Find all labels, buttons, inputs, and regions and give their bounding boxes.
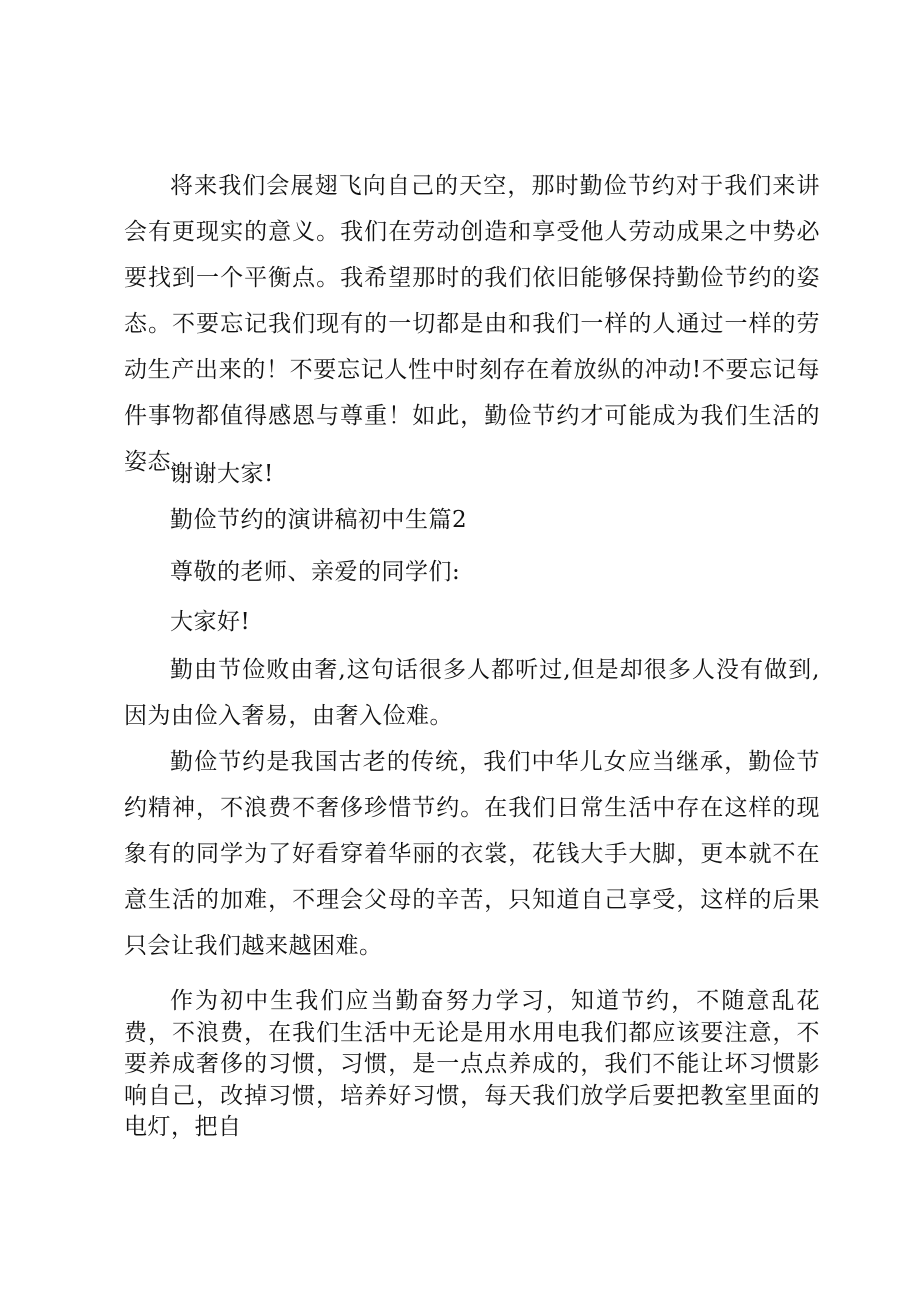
paragraph-tradition: 勤俭节约是我国古老的传统，我们中华儿女应当继承，勤俭节约精神，不浪费不奢侈珍惜节约。在我们日常生活中存在这样的现象有的同学为了好看穿着华丽的衣裳，花钱大手大脚，更本就不在意生活的加难，不理会父母的辛苦，只知道自己享受，这样的后果只会让我们越来越困难。	[124, 749, 820, 959]
paragraph-thanks: 谢谢大家!	[170, 461, 274, 487]
paragraph-future-frugality: 将来我们会展翅飞向自己的天空，那时勤俭节约对于我们来讲会有更现实的意义。我们在劳动创造和享受他人劳动成果之中势必要找到一个平衡点。我希望那时的我们依旧能够保持勤俭节约的姿态。不要忘记我们现有的一切都是由和我们一样的人通过一样的劳动生产出来的！不要忘记人性中时刻存在着放纵的冲动!不要忘记每件事物都值得感恩与尊重！如此，勤俭节约才可能成为我们生活的姿态。	[124, 173, 820, 475]
paragraph-salutation: 尊敬的老师、亲爱的同学们:	[170, 559, 461, 585]
paragraph-students: 作为初中生我们应当勤奋努力学习，知道节约，不随意乱花费，不浪费，在我们生活中无论是用水用电我们都应该要注意，不要养成奢侈的习惯，习惯，是一点点养成的，我们不能让坏习惯影响自己，改掉习惯，培养好习惯，每天我们放学后要把教室里面的电灯，把自	[124, 988, 820, 1140]
section-heading: 勤俭节约的演讲稿初中生篇2	[170, 507, 468, 533]
paragraph-proverb: 勤由节俭败由奢,这句话很多人都听过,但是却很多人没有做到,因为由俭入奢易，由奢入俭难。	[124, 657, 820, 729]
paragraph-greeting: 大家好!	[170, 609, 251, 635]
